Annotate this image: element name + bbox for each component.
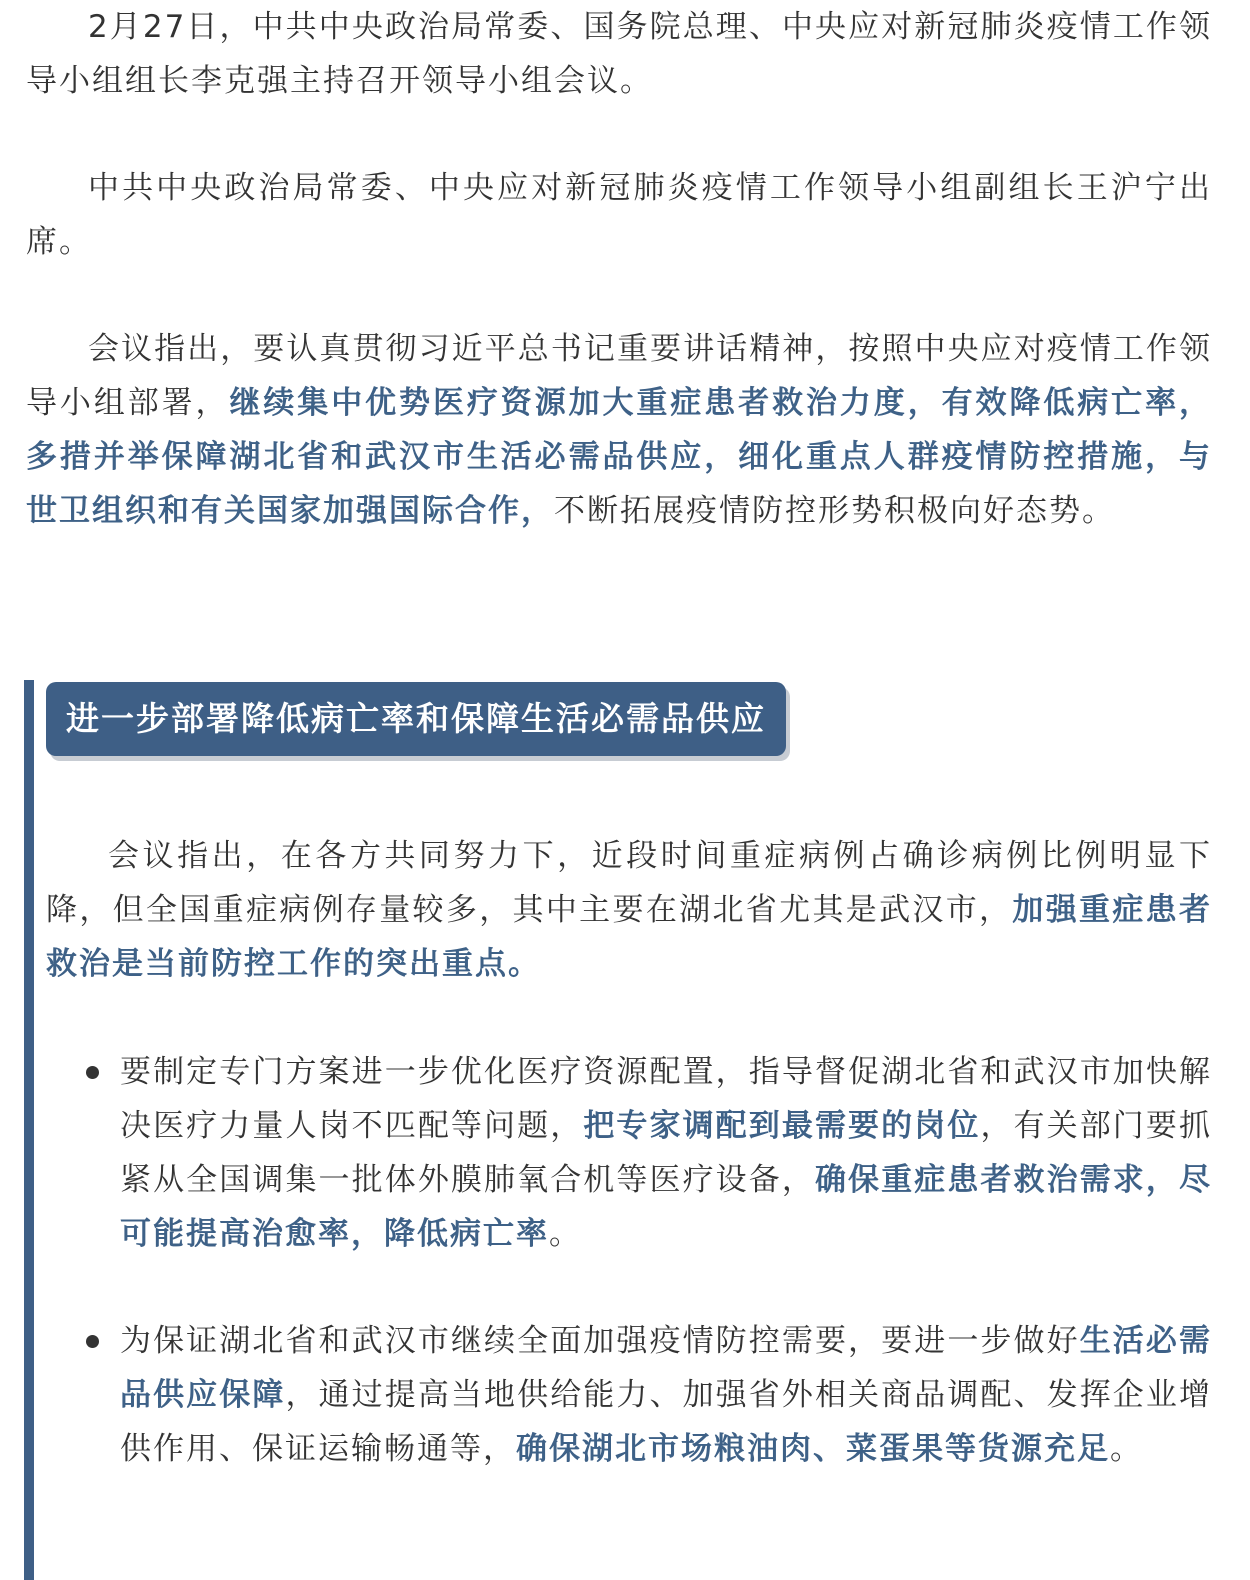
paragraph-1 bbox=[26, 0, 1212, 108]
section-intro-paragraph bbox=[46, 829, 1212, 991]
bullet-2-text-a: 为保证湖北省和武汉市继续全面加强疫情防控需要，要进一步做好 bbox=[120, 1323, 1080, 1359]
bullet-dot-icon bbox=[86, 1066, 99, 1079]
paragraph-1-text: 2月27日，中共中央政治局常委、国务院总理、中央应对新冠肺炎疫情工作领导小组组长李克强主持召开领导小组会议。 bbox=[26, 9, 1212, 99]
bullet-item bbox=[120, 1314, 1212, 1476]
bullet-1-highlight-a: 把专家调配到最需要的岗位 bbox=[583, 1108, 981, 1144]
bullet-2-highlight-a: 生活必需品供应保障 bbox=[120, 1323, 1212, 1413]
bullet-1-text-a: 要制定专门方案进一步优化医疗资源配置，指导督促湖北省和武汉市加快解决医疗力量人岗不匹配等问题， bbox=[120, 1054, 1212, 1144]
bullet-list bbox=[120, 1045, 1212, 1476]
paragraph-3-highlight: 继续集中优势医疗资源加大重症患者救治力度，有效降低病亡率，多措并举保障湖北省和武汉市生活必需品供应，细化重点人群疫情防控措施，与世卫组织和有关国家加强国际合作， bbox=[26, 385, 1213, 529]
bullet-1-highlight-b: 确保重症患者救治需求，尽可能提高治愈率，降低病亡率 bbox=[120, 1162, 1212, 1252]
bullet-1-text-b: ，有关部门要抓紧从全国调集一批体外膜肺氧合机等医疗设备， bbox=[120, 1108, 1212, 1198]
bullet-1-text-c: 。 bbox=[549, 1216, 582, 1252]
bullet-2-text-c: 。 bbox=[1110, 1431, 1143, 1467]
bullet-item bbox=[120, 1045, 1212, 1261]
paragraph-3 bbox=[26, 322, 1212, 538]
paragraph-3-text-b: 不断拓展疫情防控形势积极向好态势。 bbox=[554, 493, 1115, 529]
bullet-dot-icon bbox=[86, 1335, 99, 1348]
paragraph-3-text-a: 会议指出，要认真贯彻习近平总书记重要讲话精神，按照中央应对疫情工作领导小组部署， bbox=[26, 331, 1212, 421]
section-title: 进一步部署降低病亡率和保障生活必需品供应 bbox=[46, 682, 786, 756]
bullet-2-text-b: ，通过提高当地供给能力、加强省外相关商品调配、发挥企业增供作用、保证运输畅通等， bbox=[120, 1377, 1212, 1467]
section-intro-text: 会议指出，在各方共同努力下，近段时间重症病例占确诊病例比例明显下降，但全国重症病例存量较多，其中主要在湖北省尤其是武汉市， bbox=[46, 838, 1212, 928]
paragraph-2-text: 中共中央政治局常委、中央应对新冠肺炎疫情工作领导小组副组长王沪宁出席。 bbox=[26, 170, 1212, 260]
section-intro-highlight: 加强重症患者救治是当前防控工作的突出重点。 bbox=[46, 892, 1213, 982]
bullet-2-highlight-b: 确保湖北市场粮油肉、菜蛋果等货源充足 bbox=[516, 1431, 1110, 1467]
section-accent-bar bbox=[24, 680, 34, 1580]
paragraph-2 bbox=[26, 161, 1212, 269]
